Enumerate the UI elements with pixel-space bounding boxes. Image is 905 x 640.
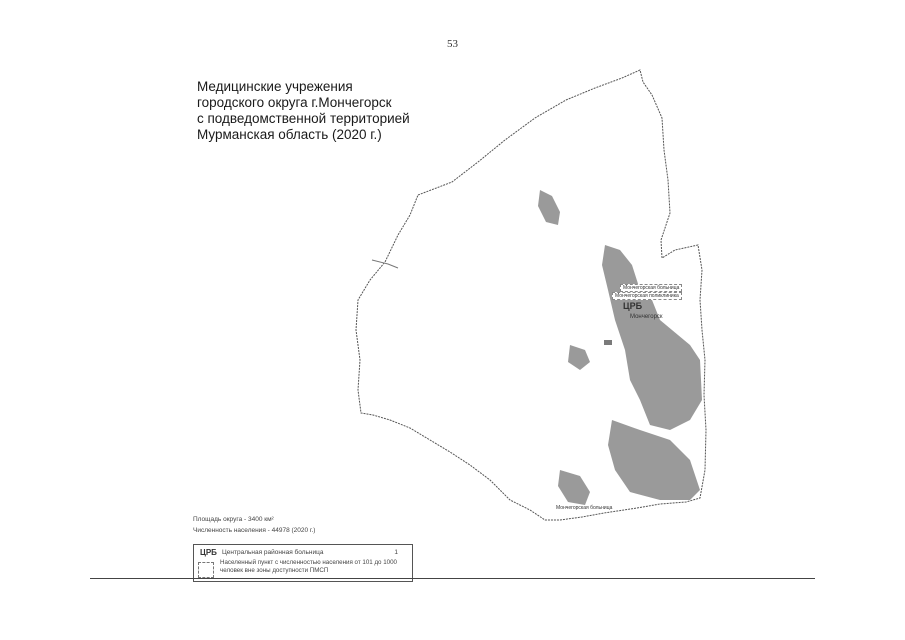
page-number: 53 [447, 38, 458, 50]
district-stats [193, 514, 315, 536]
hospital-marker-crb: ЦРБ [623, 301, 643, 311]
legend-crb-count: 1 [394, 549, 398, 556]
city-label: Мончегорск [630, 314, 663, 320]
map-title-line-1: Медицинские учрежения [197, 79, 353, 94]
legend-settlement-text: Населенный пункт с численностью населения от 101 до 1000 человек вне зоны доступности ПМСП [220, 559, 397, 574]
legend-crb-text: Центральная районная больница [222, 549, 324, 556]
legend-crb-abbr: ЦРБ [200, 548, 217, 557]
footer-rule [90, 578, 815, 579]
legend-row-crb [198, 548, 406, 558]
city-area-marker [604, 340, 612, 345]
district-population: Численность населения - 44978 (2020 г.) [193, 527, 316, 534]
legend-settlement-swatch [198, 562, 214, 578]
map-legend [193, 544, 413, 582]
map-title-line-3: с подведомственной территорией [197, 111, 410, 126]
map-title-line-2: городского округа г.Мончегорск [197, 95, 392, 110]
map-label-south: Мончегорская больница [556, 505, 613, 511]
map-label-box-1: Мончегорская больница [620, 284, 682, 292]
map-label-box-2: Мончегорская поликлиника [612, 292, 682, 300]
map-title-line-4: Мурманская область (2020 г.) [197, 127, 382, 142]
district-area: Площадь округа - 3400 км² [193, 516, 274, 523]
